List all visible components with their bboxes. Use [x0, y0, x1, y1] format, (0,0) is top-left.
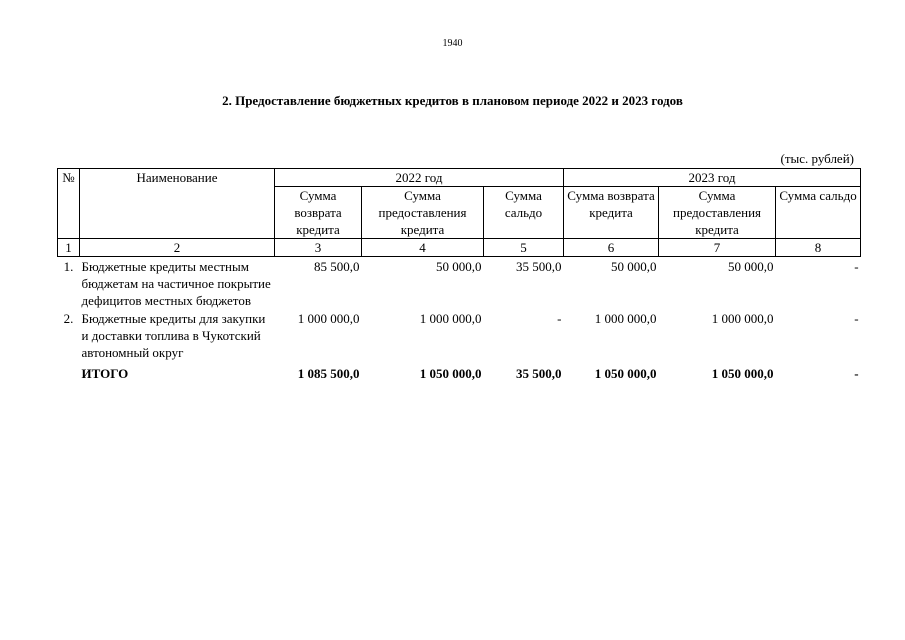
col-index-cell: 8 — [776, 239, 861, 257]
total-row — [58, 361, 861, 382]
header-2023-provision: Сумма предоставления кредита — [659, 187, 776, 239]
col-index-cell: 5 — [484, 239, 564, 257]
total-value: 1 085 500,0 — [297, 366, 360, 381]
total-value: 35 500,0 — [516, 366, 562, 381]
header-year-2023: 2023 год — [564, 169, 861, 187]
col-index-cell: 2 — [80, 239, 275, 257]
total-value: 1 050 000,0 — [419, 366, 482, 381]
col-index-cell: 4 — [362, 239, 484, 257]
page-title: 2. Предоставление бюджетных кредитов в плановом периоде 2022 и 2023 годов — [222, 93, 683, 108]
table-row — [58, 309, 861, 361]
header-year-2022: 2022 год — [275, 169, 564, 187]
col-index-cell: 1 — [58, 239, 80, 257]
col-index-cell: 7 — [659, 239, 776, 257]
header-row-years — [58, 169, 861, 187]
header-2022-return: Сумма возврата кредита — [275, 187, 362, 239]
header-2022-balance: Сумма сальдо — [484, 187, 564, 239]
header-2023-balance: Сумма сальдо — [776, 187, 861, 239]
column-index-row — [58, 239, 861, 257]
total-value: - — [854, 366, 859, 381]
row-value: 1 000 000,0 — [297, 311, 360, 326]
row-number: 2. — [63, 311, 74, 326]
row-value: 1 000 000,0 — [419, 311, 482, 326]
row-value: 50 000,0 — [611, 259, 657, 274]
row-value: 1 000 000,0 — [711, 311, 774, 326]
header-2022-provision: Сумма предоставления кредита — [362, 187, 484, 239]
header-name: Наименование — [80, 169, 275, 239]
header-num: № — [58, 169, 80, 239]
total-value: 1 050 000,0 — [594, 366, 657, 381]
total-label: ИТОГО — [81, 366, 129, 381]
row-value: 35 500,0 — [516, 259, 562, 274]
header-2023-return: Сумма возврата кредита — [564, 187, 659, 239]
col-index-cell: 3 — [275, 239, 362, 257]
row-value: 50 000,0 — [436, 259, 482, 274]
unit-note: (тыс. рублей) — [780, 151, 854, 166]
row-name: Бюджетные кредиты для закупки и доставки топлива в Чукотский автономный округ — [81, 311, 266, 360]
row-value: 1 000 000,0 — [594, 311, 657, 326]
row-value: - — [854, 311, 859, 326]
row-value: 50 000,0 — [728, 259, 774, 274]
row-value: - — [557, 311, 562, 326]
page-number: 1940 — [442, 38, 463, 49]
row-number: 1. — [63, 259, 74, 274]
row-value: - — [854, 259, 859, 274]
row-value: 85 500,0 — [314, 259, 360, 274]
row-name: Бюджетные кредиты местным бюджетам на частичное покрытие дефицитов местных бюджетов — [81, 259, 271, 308]
col-index-cell: 6 — [564, 239, 659, 257]
total-value: 1 050 000,0 — [711, 366, 774, 381]
table-row — [58, 257, 861, 310]
budget-credits-table — [57, 168, 861, 382]
